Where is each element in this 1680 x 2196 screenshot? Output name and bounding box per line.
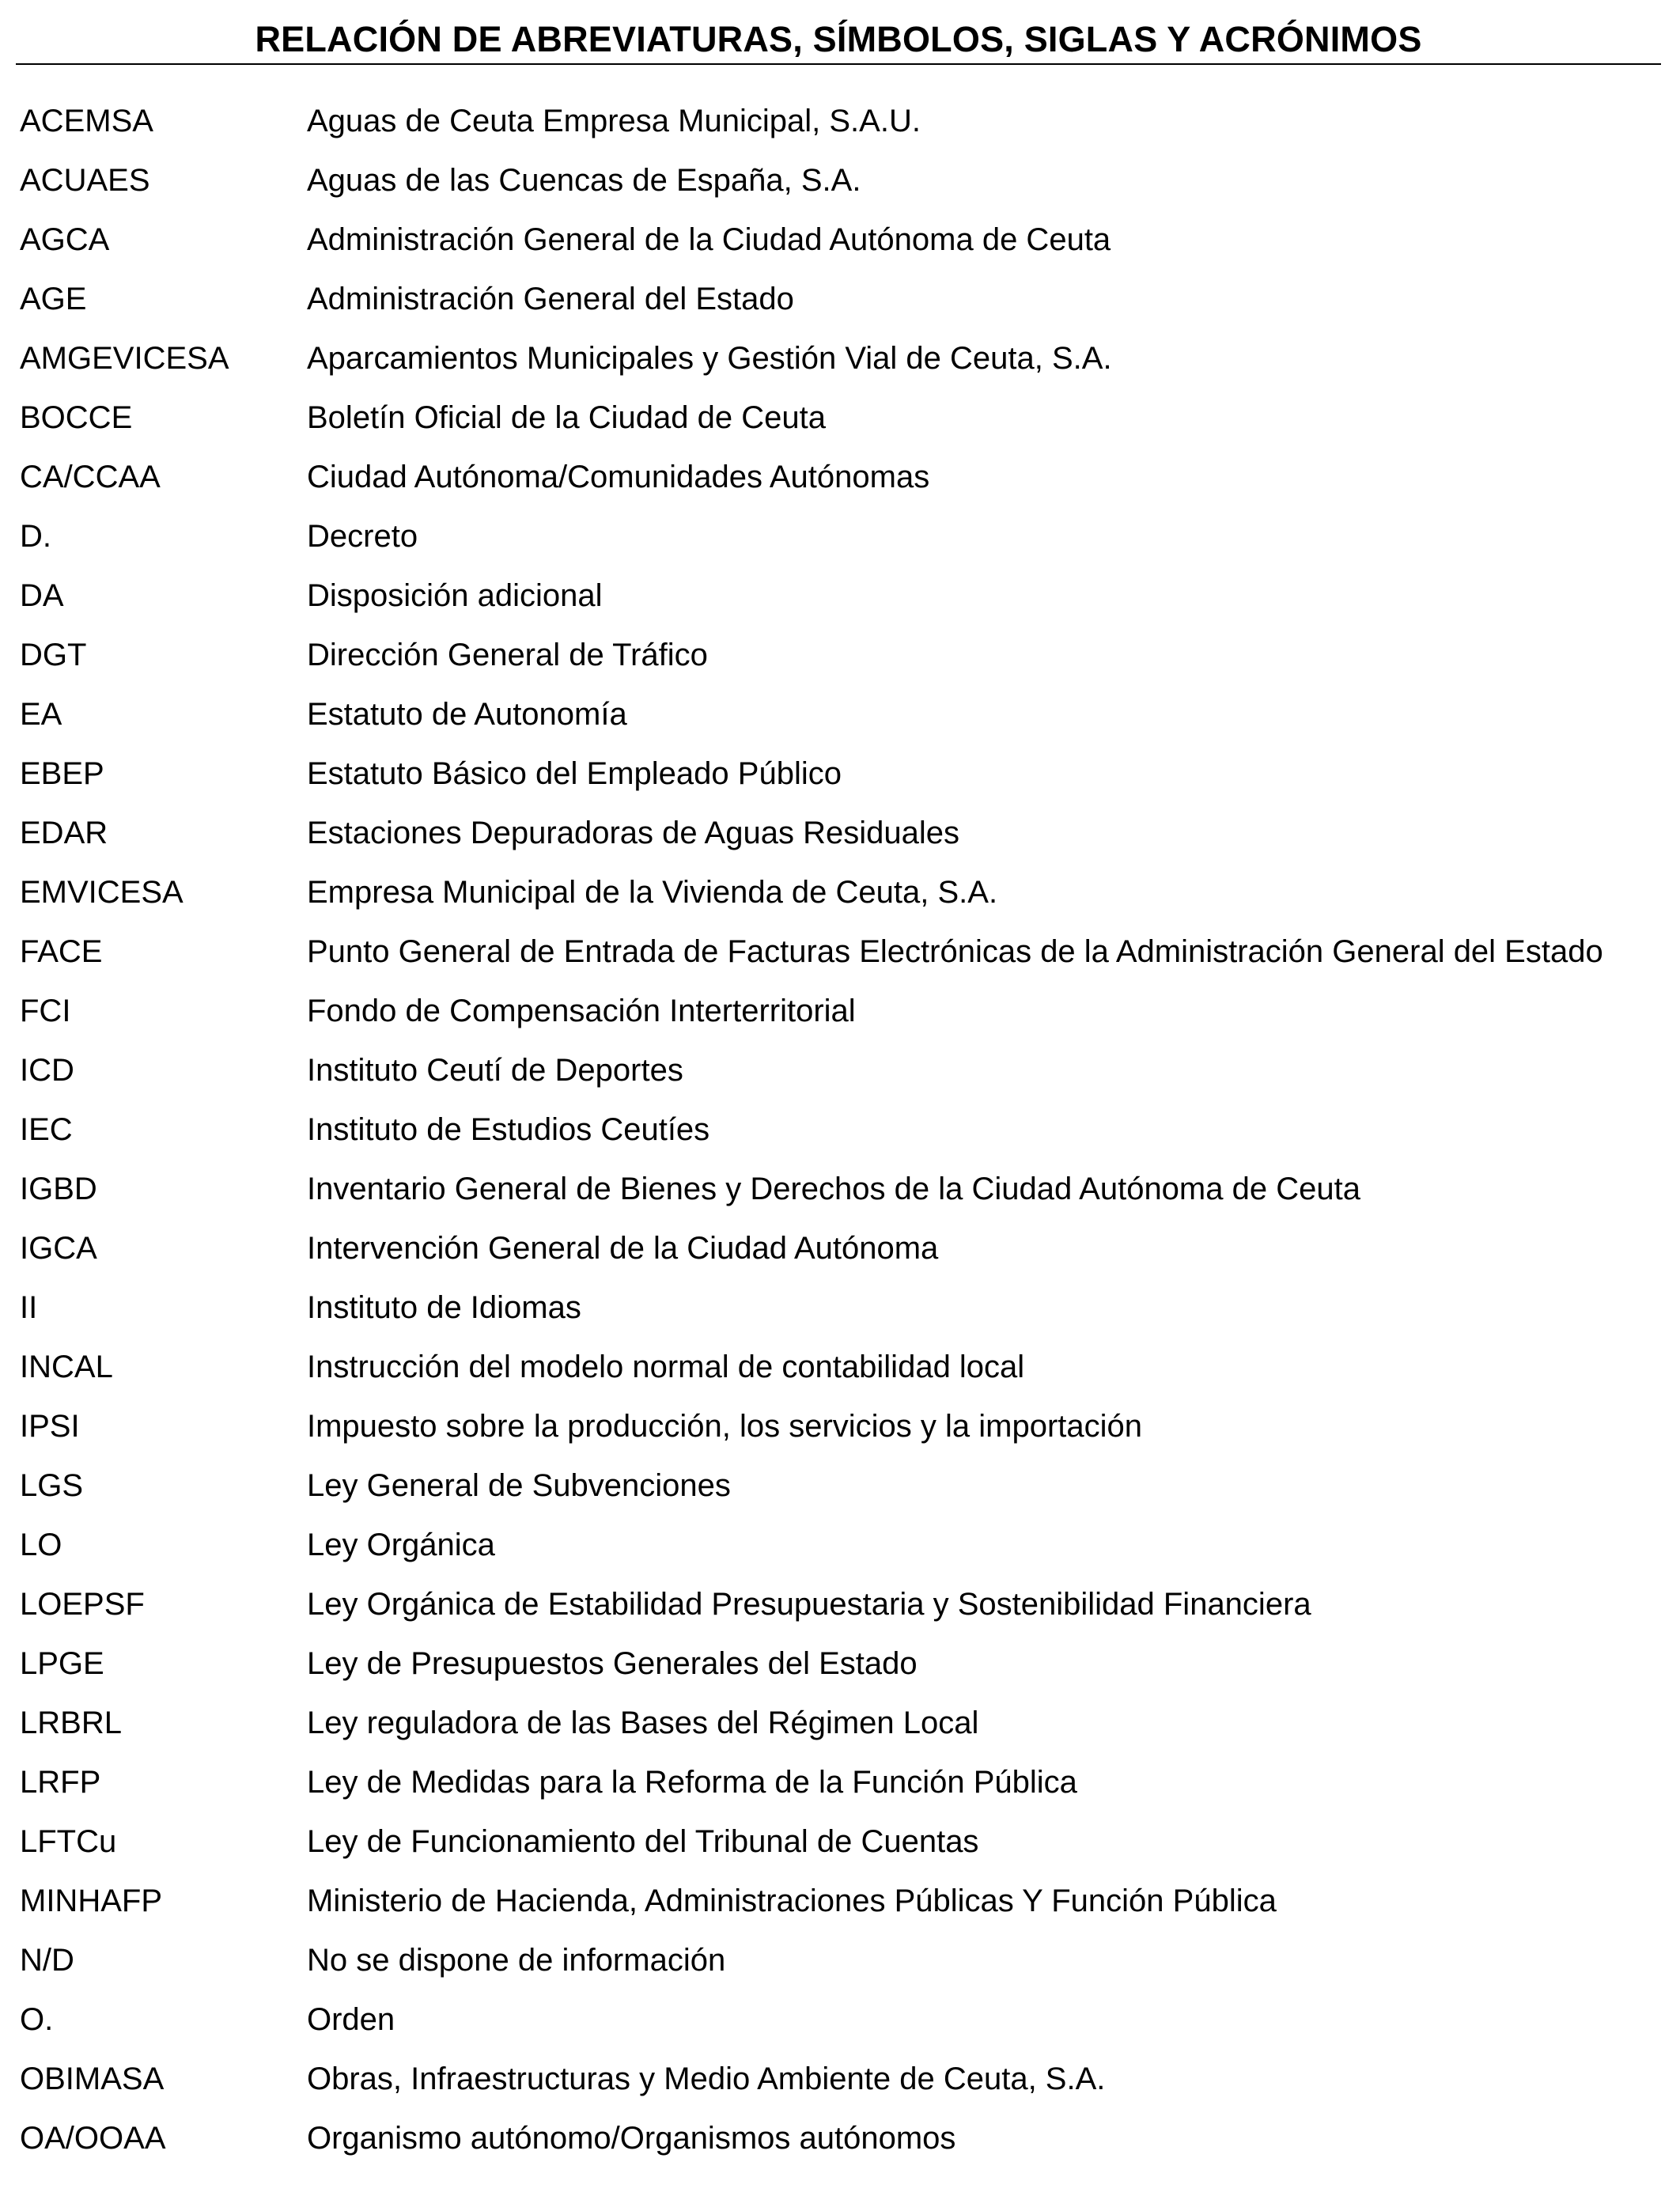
abbreviation-definition: Ministerio de Hacienda, Administraciones Públicas Y Función Pública	[307, 1884, 1277, 1918]
abbreviation-row	[20, 1229, 1665, 1288]
abbreviation-definition: Estatuto de Autonomía	[307, 697, 627, 732]
abbreviation-term: FCI	[20, 994, 71, 1028]
abbreviation-definition: Obras, Infraestructuras y Medio Ambiente de Ceuta, S.A.	[307, 2062, 1106, 2096]
abbreviation-term: N/D	[20, 1943, 74, 1978]
abbreviation-row	[20, 991, 1665, 1051]
abbreviation-term: AMGEVICESA	[20, 341, 229, 376]
abbreviation-list	[20, 101, 1665, 2178]
abbreviation-term: IEC	[20, 1112, 73, 1147]
page-title: RELACIÓN DE ABREVIATURAS, SÍMBOLOS, SIGLAS Y ACRÓNIMOS	[255, 19, 1422, 59]
abbreviation-row	[20, 1644, 1665, 1703]
abbreviation-definition: Intervención General de la Ciudad Autónoma	[307, 1231, 939, 1266]
abbreviation-row	[20, 813, 1665, 873]
abbreviation-definition: Ley Orgánica de Estabilidad Presupuestaria y Sostenibilidad Financiera	[307, 1587, 1311, 1622]
abbreviation-row	[20, 1169, 1665, 1229]
abbreviation-row	[20, 1347, 1665, 1407]
abbreviation-term: II	[20, 1290, 38, 1325]
abbreviation-row	[20, 457, 1665, 517]
abbreviation-term: D.	[20, 519, 51, 554]
abbreviation-definition: Dirección General de Tráfico	[307, 638, 708, 672]
abbreviation-definition: Aguas de las Cuencas de España, S.A.	[307, 163, 861, 198]
abbreviation-definition: Ley General de Subvenciones	[307, 1468, 731, 1503]
abbreviation-definition: Impuesto sobre la producción, los servicios y la importación	[307, 1409, 1143, 1444]
abbreviation-term: IGCA	[20, 1231, 97, 1266]
abbreviation-definition: Inventario General de Bienes y Derechos de la Ciudad Autónoma de Ceuta	[307, 1172, 1360, 1206]
abbreviation-definition: Ley de Medidas para la Reforma de la Función Pública	[307, 1765, 1077, 1800]
abbreviation-definition: Decreto	[307, 519, 418, 554]
abbreviation-term: MINHAFP	[20, 1884, 162, 1918]
abbreviation-definition: Ley de Presupuestos Generales del Estado	[307, 1646, 918, 1681]
abbreviation-term: LPGE	[20, 1646, 104, 1681]
abbreviation-term: LOEPSF	[20, 1587, 145, 1622]
abbreviation-row	[20, 1940, 1665, 2000]
abbreviation-row	[20, 576, 1665, 635]
abbreviation-definition: Disposición adicional	[307, 578, 603, 613]
abbreviation-definition: Orden	[307, 2002, 395, 2037]
abbreviation-term: LRFP	[20, 1765, 101, 1800]
abbreviation-row	[20, 695, 1665, 754]
abbreviation-row	[20, 1407, 1665, 1466]
abbreviation-term: LO	[20, 1528, 62, 1562]
abbreviation-row	[20, 2059, 1665, 2118]
abbreviation-row	[20, 635, 1665, 695]
abbreviation-term: OA/OOAA	[20, 2121, 166, 2156]
abbreviation-term: OBIMASA	[20, 2062, 165, 2096]
abbreviation-row	[20, 1110, 1665, 1169]
abbreviation-definition: Ciudad Autónoma/Comunidades Autónomas	[307, 460, 930, 494]
abbreviation-row	[20, 279, 1665, 339]
abbreviation-term: BOCCE	[20, 400, 133, 435]
abbreviation-row	[20, 1585, 1665, 1644]
abbreviation-term: AGCA	[20, 222, 110, 257]
abbreviation-term: DA	[20, 578, 64, 613]
abbreviation-term: ICD	[20, 1053, 74, 1088]
abbreviation-definition: Instituto Ceutí de Deportes	[307, 1053, 683, 1088]
abbreviation-definition: Instituto de Idiomas	[307, 1290, 581, 1325]
abbreviation-term: IGBD	[20, 1172, 97, 1206]
abbreviation-definition: Aparcamientos Municipales y Gestión Vial de Ceuta, S.A.	[307, 341, 1112, 376]
abbreviation-term: CA/CCAA	[20, 460, 161, 494]
abbreviation-term: EDAR	[20, 816, 108, 850]
abbreviation-definition: Fondo de Compensación Interterritorial	[307, 994, 856, 1028]
abbreviation-row	[20, 932, 1665, 991]
abbreviation-row	[20, 1703, 1665, 1762]
abbreviation-row	[20, 339, 1665, 398]
abbreviation-row	[20, 1466, 1665, 1525]
abbreviation-term: LGS	[20, 1468, 84, 1503]
abbreviation-term: DGT	[20, 638, 87, 672]
abbreviation-definition: Ley Orgánica	[307, 1528, 495, 1562]
abbreviation-term: EA	[20, 697, 62, 732]
abbreviation-row	[20, 1881, 1665, 1940]
abbreviation-term: EBEP	[20, 756, 104, 791]
abbreviation-term: ACEMSA	[20, 104, 153, 138]
abbreviation-definition: Empresa Municipal de la Vivienda de Ceuta, S.A.	[307, 875, 998, 910]
abbreviation-term: ACUAES	[20, 163, 150, 198]
abbreviation-term: IPSI	[20, 1409, 80, 1444]
abbreviation-row	[20, 161, 1665, 220]
abbreviation-term: AGE	[20, 282, 87, 316]
abbreviation-row	[20, 1762, 1665, 1822]
abbreviation-definition: Aguas de Ceuta Empresa Municipal, S.A.U.	[307, 104, 921, 138]
abbreviation-row	[20, 220, 1665, 279]
abbreviation-row	[20, 2118, 1665, 2178]
abbreviation-term: LFTCu	[20, 1824, 117, 1859]
abbreviation-term: LRBRL	[20, 1706, 122, 1740]
abbreviation-definition: Administración General del Estado	[307, 282, 794, 316]
abbreviation-row	[20, 1051, 1665, 1110]
abbreviation-definition: Ley reguladora de las Bases del Régimen Local	[307, 1706, 979, 1740]
abbreviation-row	[20, 754, 1665, 813]
abbreviation-definition: Instituto de Estudios Ceutíes	[307, 1112, 710, 1147]
abbreviation-definition: Estaciones Depuradoras de Aguas Residuales	[307, 816, 959, 850]
abbreviation-definition: Organismo autónomo/Organismos autónomos	[307, 2121, 956, 2156]
title-divider	[16, 63, 1661, 65]
abbreviation-term: INCAL	[20, 1350, 113, 1384]
abbreviation-row	[20, 101, 1665, 161]
abbreviation-definition: No se dispone de información	[307, 1943, 726, 1978]
abbreviation-row	[20, 1822, 1665, 1881]
abbreviation-definition: Estatuto Básico del Empleado Público	[307, 756, 842, 791]
abbreviation-row	[20, 1288, 1665, 1347]
abbreviation-definition: Instrucción del modelo normal de contabilidad local	[307, 1350, 1025, 1384]
abbreviation-definition: Boletín Oficial de la Ciudad de Ceuta	[307, 400, 826, 435]
abbreviation-term: EMVICESA	[20, 875, 184, 910]
abbreviation-term: FACE	[20, 934, 103, 969]
abbreviation-definition: Punto General de Entrada de Facturas Electrónicas de la Administración General del Estado	[307, 934, 1603, 969]
abbreviation-row	[20, 398, 1665, 457]
abbreviation-row	[20, 517, 1665, 576]
abbreviation-definition: Administración General de la Ciudad Autónoma de Ceuta	[307, 222, 1111, 257]
abbreviation-row	[20, 1525, 1665, 1585]
abbreviation-term: O.	[20, 2002, 54, 2037]
abbreviation-row	[20, 2000, 1665, 2059]
abbreviation-row	[20, 873, 1665, 932]
abbreviation-definition: Ley de Funcionamiento del Tribunal de Cuentas	[307, 1824, 979, 1859]
